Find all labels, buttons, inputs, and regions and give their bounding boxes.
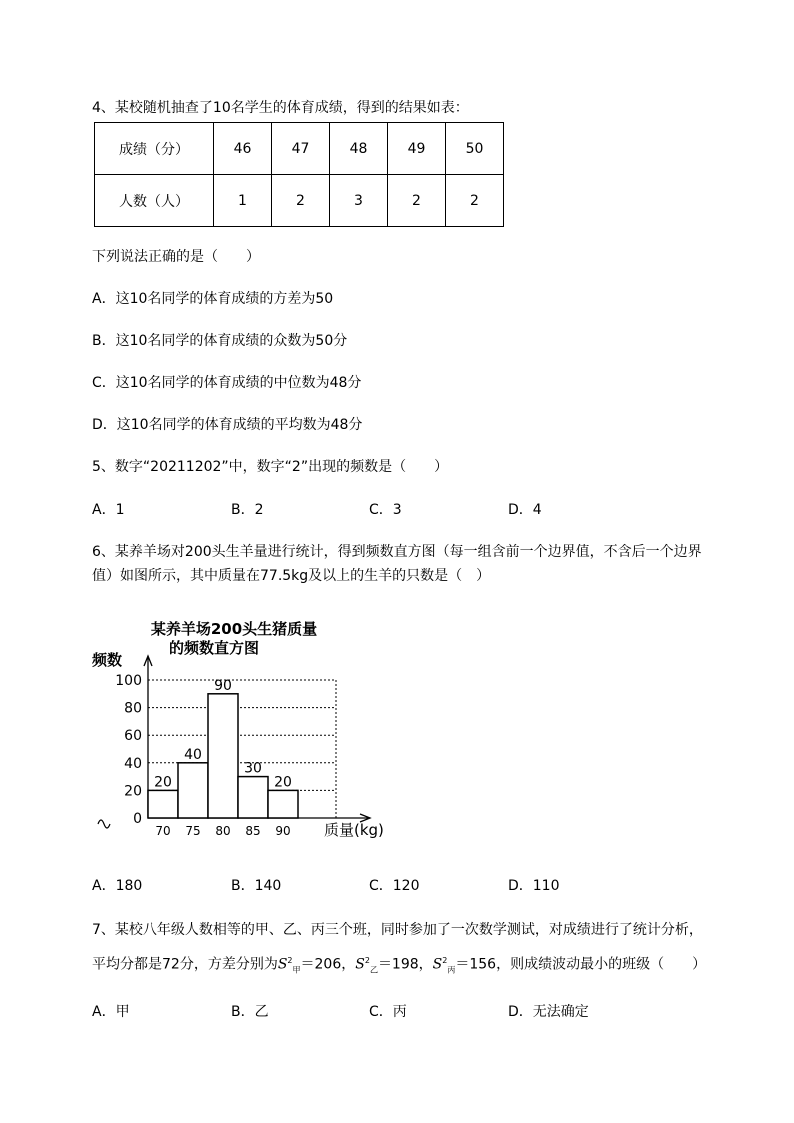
q7-stem-prefix: 平均分都是72分，方差分别为: [92, 956, 278, 973]
histogram-bar: [178, 763, 208, 818]
y-tick-label: 100: [115, 673, 142, 689]
bar-value-label: 40: [184, 746, 202, 763]
table-cell: 47: [272, 123, 330, 175]
variance-bing: ＝156，则成绩波动最小的班级（ ）: [455, 956, 707, 973]
chart-ylabel: 频数: [92, 651, 123, 669]
table-cell: 2: [446, 175, 504, 227]
variance-yi: ＝198，: [377, 956, 433, 973]
table-cell: 2: [388, 175, 446, 227]
bar-value-label: 90: [214, 677, 232, 694]
q4-option-c: C．这10名同学的体育成绩的中位数为48分: [92, 375, 362, 391]
subscript-bing: 丙: [447, 965, 456, 975]
q6-option-d: D．110: [508, 878, 560, 894]
variance-symbol: S: [432, 956, 443, 973]
chart-xlabel: 质量(kg): [324, 821, 384, 839]
variance-symbol: S: [355, 956, 365, 973]
superscript-2: 2: [364, 956, 370, 965]
table-row: [95, 175, 504, 227]
q7-option-c: C．丙: [369, 1004, 407, 1020]
q6-option-b: B．140: [231, 878, 282, 894]
table-cell: 46: [214, 123, 272, 175]
subscript-yi: 乙: [369, 965, 378, 975]
y-tick-label: 20: [124, 783, 142, 800]
q4-option-a: A．这10名同学的体育成绩的方差为50: [92, 291, 334, 307]
bar-value-label: 20: [274, 774, 292, 791]
table-cell: 48: [330, 123, 388, 175]
table-header-score: 成绩（分）: [95, 123, 214, 175]
table-row: [95, 123, 504, 175]
q7-stem-line2: [92, 951, 706, 980]
superscript-2: 2: [287, 956, 293, 965]
q7-option-a: A．甲: [92, 1004, 130, 1020]
variance-jia: ＝206，: [300, 956, 356, 973]
q4-stem: 4、某校随机抽查了10名学生的体育成绩，得到的结果如表：: [92, 100, 469, 116]
histogram-bar: [208, 694, 238, 818]
x-tick-label: 90: [275, 824, 291, 838]
y-tick-label: 40: [124, 755, 142, 772]
q4-option-b: B．这10名同学的体育成绩的众数为50分: [92, 333, 348, 349]
chart-title: 某养羊场200头生猪质量: [150, 620, 318, 638]
q6-stem-line2: 值）如图所示，其中质量在77.5kg及以上的生羊的只数是（ ）: [92, 568, 491, 584]
table-cell: 2: [272, 175, 330, 227]
chart-bars: [148, 694, 298, 818]
q4-option-d: D．这10名同学的体育成绩的平均数为48分: [92, 417, 363, 433]
histogram-bar: [238, 777, 268, 818]
table-header-count: 人数（人）: [95, 175, 214, 227]
superscript-2: 2: [442, 956, 448, 965]
q5-stem: 5、数字“20211202”中，数字“2”出现的频数是（ ）: [92, 459, 449, 475]
q6-option-a: A．180: [92, 878, 143, 894]
subscript-jia: 甲: [292, 965, 301, 975]
histogram-bar: [148, 790, 178, 818]
table-cell: 49: [388, 123, 446, 175]
q6-option-c: C．120: [369, 878, 420, 894]
x-tick-label: 80: [215, 824, 231, 838]
q7-option-d: D．无法确定: [508, 1004, 589, 1020]
variance-symbol: S: [277, 956, 288, 973]
x-tick-label: 75: [185, 824, 201, 838]
bar-value-label: 20: [154, 774, 172, 791]
y-tick-label: 60: [124, 728, 142, 745]
q5-option-c: C．3: [369, 502, 402, 518]
q7-option-b: B．乙: [231, 1004, 269, 1020]
x-tick-label: 70: [155, 824, 171, 838]
q6-option-a-line: [92, 876, 142, 896]
histogram-bar: [268, 790, 298, 818]
chart-subtitle: 的频数直方图: [168, 639, 260, 657]
table-cell: 50: [446, 123, 504, 175]
y-tick-label: 80: [124, 700, 142, 717]
histogram-chart: [92, 610, 396, 845]
q5-option-a: A．1: [92, 502, 125, 518]
q5-option-b: B．2: [231, 502, 264, 518]
x-tick-label: 85: [245, 824, 261, 838]
q6-stem-line1: 6、某养羊场对200头生羊量进行统计，得到频数直方图（每一组含前一个边界值，不含后一个边界: [92, 544, 702, 560]
table-cell: 1: [214, 175, 272, 227]
y-tick-label: 0: [133, 811, 142, 827]
table-cell: 3: [330, 175, 388, 227]
q4-question: 下列说法正确的是（ ）: [92, 249, 260, 265]
bar-value-label: 30: [244, 760, 262, 777]
q5-option-d: D．4: [508, 502, 542, 518]
q7-stem-line1: 7、某校八年级人数相等的甲、乙、丙三个班，同时参加了一次数学测试，对成绩进行了统计分析，: [92, 922, 703, 938]
axis-break-icon: [98, 820, 110, 828]
score-table: [94, 122, 504, 227]
